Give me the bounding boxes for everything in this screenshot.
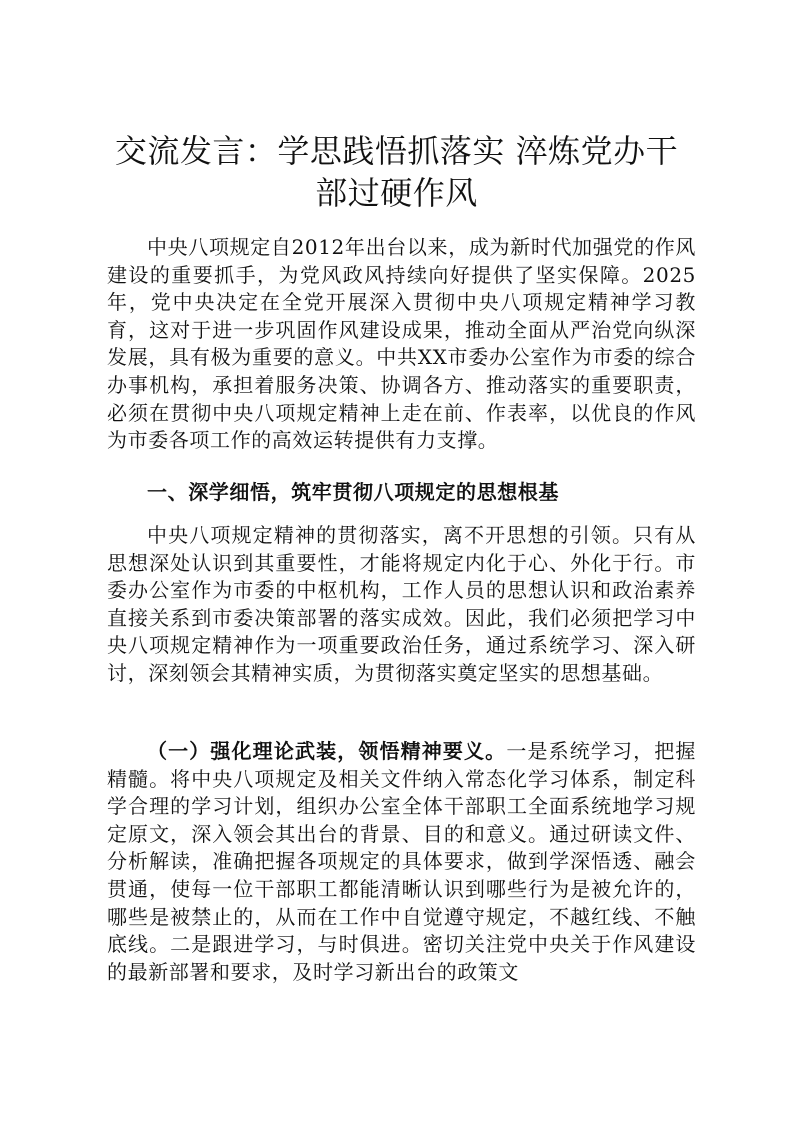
paragraph-section-1: 中央八项规定精神的贯彻落实，离不开思想的引领。只有从思想深处认识到其重要性，才能将规定内化于心、外化于行。市委办公室作为市委的中枢机构，工作人员的思想认识和政治素养直接关系到市委决策部署的落实成效。因此，我们必须把学习中央八项规定精神作为一项重要政治任务，通过系统学习、深入研讨，深刻领会其精神实质，为贯彻落实奠定坚实的思想基础。: [107, 523, 696, 685]
document-title: 交流发言：学思践悟抓落实 淬炼党办干部过硬作风: [114, 132, 679, 212]
paragraph-subsection-1: [107, 738, 696, 986]
subsection-body: 一是系统学习，把握精髓。将中央八项规定及相关文件纳入常态化学习体系，制定科学合理的学习计划，组织办公室全体干部职工全面系统地学习规定原文，深入领会其出台的背景、目的和意义。通过研读文件、分析解读，准确把握各项规定的具体要求，做到学深悟透、融会贯通，使每一位干部职工都能清晰认识到哪些行为是被允许的，哪些是被禁止的，从而在工作中自觉遵守规定，不越红线、不触底线。二是跟进学习，与时俱进。密切关注党中央关于作风建设的最新部署和要求，及时学习新出台的政策文: [107, 739, 696, 984]
subsection-lead: （一）强化理论武装，领悟精神要义。: [147, 739, 507, 763]
section-heading-1: 一、深学细悟，筑牢贯彻八项规定的思想根基: [147, 480, 559, 504]
paragraph-intro: 中央八项规定自2012年出台以来，成为新时代加强党的作风建设的重要抓手，为党风政风持续向好提供了坚实保障。2025年，党中央决定在全党开展深入贯彻中央八项规定精神学习教育，这对于进一步巩固作风建设成果，推动全面从严治党向纵深发展，具有极为重要的意义。中共XX市委办公室作为市委的综合办事机构，承担着服务决策、协调各方、推动落实的重要职责，必须在贯彻中央八项规定精神上走在前、作表率，以优良的作风为市委各项工作的高效运转提供有力支撑。: [107, 235, 696, 453]
